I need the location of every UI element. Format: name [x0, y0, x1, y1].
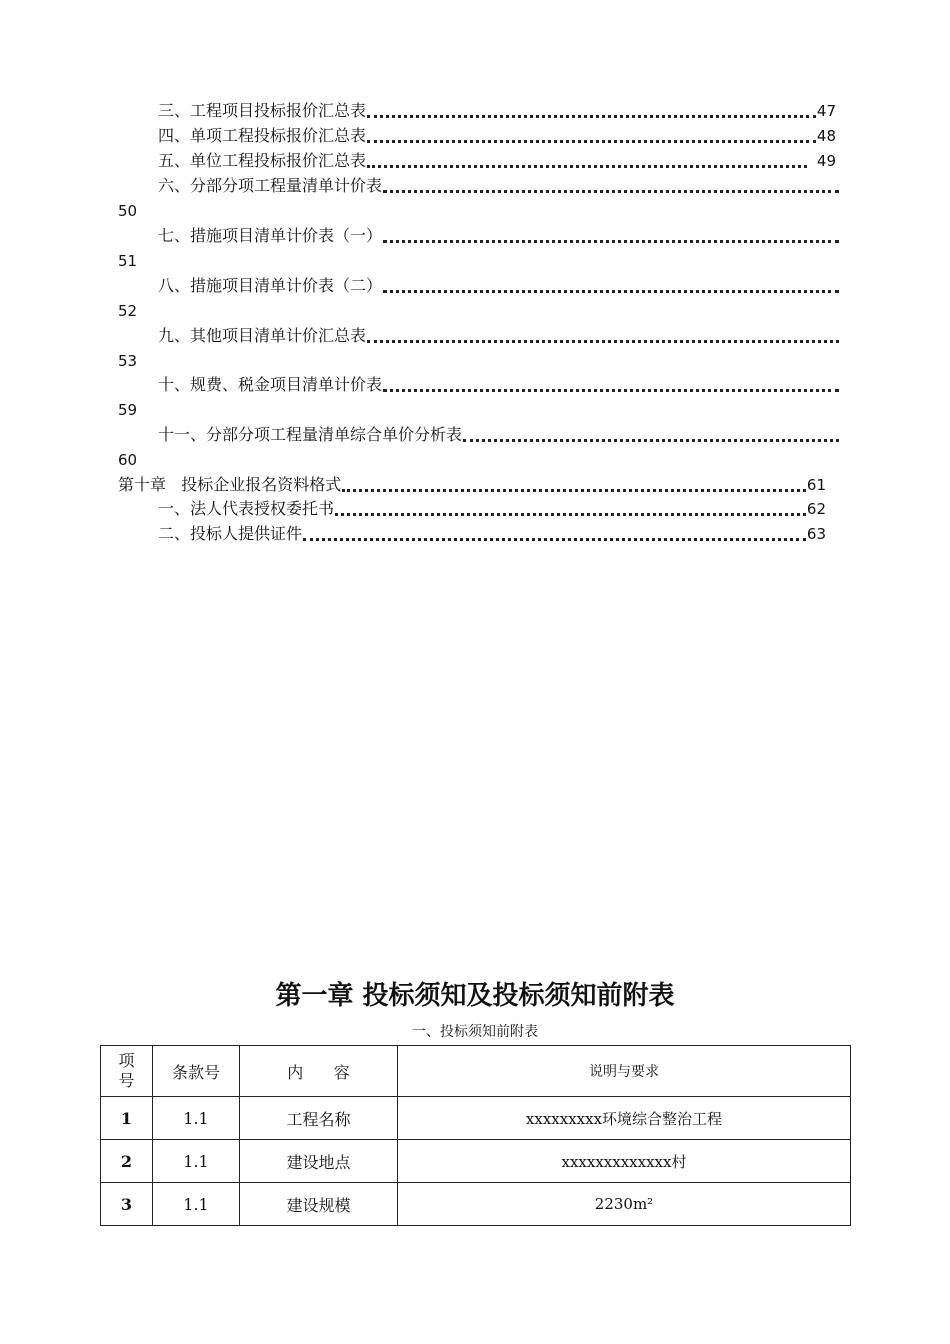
toc-item-title: 七、措施项目清单计价表（一）	[158, 226, 383, 245]
toc-item-title: 三、工程项目投标报价汇总表	[158, 101, 367, 120]
toc-item[interactable]	[158, 373, 840, 397]
toc-leader	[342, 475, 806, 492]
row-clause: 1.1	[153, 1183, 240, 1226]
toc-leader	[367, 151, 807, 168]
toc-item-title: 十、规费、税金项目清单计价表	[158, 375, 383, 394]
toc-item-page: 47	[816, 102, 836, 120]
toc-item-page: 50	[118, 202, 138, 220]
toc-leader	[383, 176, 839, 193]
toc-item-title: 八、措施项目清单计价表（二）	[158, 276, 383, 295]
toc-item-title: 六、分部分项工程量清单计价表	[158, 176, 383, 195]
toc-item[interactable]	[158, 497, 826, 521]
toc-item[interactable]	[158, 522, 826, 546]
toc-leader	[367, 126, 816, 143]
table-row	[101, 1140, 851, 1183]
toc-item-page: 62	[806, 500, 826, 518]
toc-item-page: 60	[118, 451, 138, 469]
toc-item-chapter[interactable]	[118, 473, 826, 497]
table-row	[101, 1097, 851, 1140]
row-clause: 1.1	[153, 1097, 240, 1140]
toc-item-page: 52	[118, 302, 138, 320]
header-content: 内 容	[240, 1046, 398, 1097]
toc-leader	[383, 276, 839, 293]
toc-item-title: 四、单项工程投标报价汇总表	[158, 126, 367, 145]
toc-leader	[463, 425, 839, 442]
header-clause: 条款号	[153, 1046, 240, 1097]
header-item-no	[101, 1046, 153, 1097]
toc-item[interactable]	[158, 124, 836, 148]
row-no: 1	[101, 1097, 153, 1140]
toc-item-page: 49	[816, 152, 836, 170]
row-content: 建设规模	[240, 1183, 398, 1226]
row-requirement: 2230m²	[398, 1183, 851, 1226]
toc-item-title: 一、法人代表授权委托书	[158, 499, 335, 518]
toc-leader	[335, 499, 806, 516]
toc-item-title: 九、其他项目清单计价汇总表	[158, 326, 367, 345]
toc-leader	[383, 375, 839, 392]
toc-item[interactable]	[158, 224, 840, 248]
row-content: 工程名称	[240, 1097, 398, 1140]
row-no: 3	[101, 1183, 153, 1226]
toc-item-page: 53	[118, 352, 138, 370]
header-requirement: 说明与要求	[398, 1046, 851, 1097]
toc-item-page: 51	[118, 252, 138, 270]
row-requirement: xxxxxxxxxxxxx村	[398, 1140, 851, 1183]
toc-item-page: 48	[816, 127, 836, 145]
section-subtitle: 一、投标须知前附表	[412, 1024, 538, 1040]
toc-leader	[367, 326, 839, 343]
toc-item-page: 61	[806, 476, 826, 494]
toc-item[interactable]	[158, 423, 840, 447]
toc-item[interactable]	[158, 324, 840, 348]
row-clause: 1.1	[153, 1140, 240, 1183]
table-row	[101, 1183, 851, 1226]
toc-leader	[303, 524, 806, 541]
toc-item[interactable]	[158, 174, 840, 198]
toc-item[interactable]	[158, 274, 840, 298]
row-requirement: xxxxxxxxx环境综合整治工程	[398, 1097, 851, 1140]
toc-leader	[367, 101, 816, 118]
table-header-row	[101, 1046, 851, 1097]
chapter-title: 第一章 投标须知及投标须知前附表	[275, 981, 675, 1011]
toc-item[interactable]	[158, 99, 836, 123]
toc-item[interactable]	[158, 149, 836, 173]
row-content: 建设地点	[240, 1140, 398, 1183]
toc-item-page: 63	[806, 525, 826, 543]
toc-item-title: 二、投标人提供证件	[158, 524, 303, 543]
toc-item-title: 十一、分部分项工程量清单综合单价分析表	[158, 425, 463, 444]
toc-leader	[383, 226, 839, 243]
bid-notice-table	[100, 1045, 851, 1226]
header-item-no-label: 项号	[118, 1051, 135, 1090]
row-no: 2	[101, 1140, 153, 1183]
toc-item-title: 五、单位工程投标报价汇总表	[158, 151, 367, 170]
toc-item-title: 第十章 投标企业报名资料格式	[118, 475, 342, 494]
toc-item-page: 59	[118, 401, 138, 419]
